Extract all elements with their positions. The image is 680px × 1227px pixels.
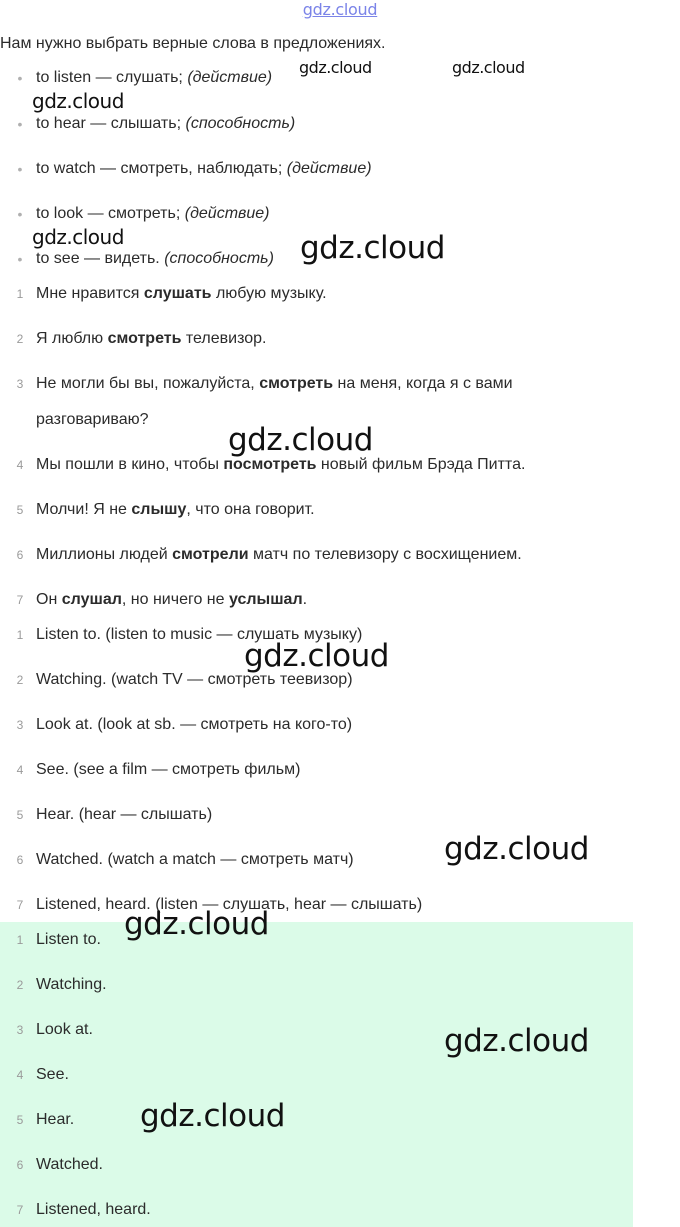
vocab-note: (действие): [187, 69, 273, 86]
item-number: 5: [16, 808, 24, 822]
item-number: 3: [16, 1023, 24, 1037]
answer-word: посмотреть: [223, 456, 317, 473]
watermark: gdz.cloud: [300, 230, 445, 266]
explanation-text: Hear. (hear — слышать): [36, 806, 213, 823]
answer-text: Look at.: [36, 1021, 93, 1038]
sentence-text: телевизор.: [181, 330, 267, 347]
item-number: 2: [16, 673, 24, 687]
item-number: 6: [16, 548, 24, 562]
sentence-text: , что она говорит.: [186, 501, 315, 518]
sentence-text: новый фильм Брэда Питта.: [316, 456, 526, 473]
explanation-text: Watched. (watch a match — смотреть матч): [36, 851, 354, 868]
item-number: 6: [16, 1158, 24, 1172]
sentence-text: Миллионы людей: [36, 546, 173, 563]
item-number: 1: [16, 287, 24, 301]
bullet-icon: •: [17, 116, 23, 132]
answer-word: смотреть: [107, 330, 182, 347]
item-number: 5: [16, 1113, 24, 1127]
item-number: 3: [16, 718, 24, 732]
vocab-text: to watch — смотреть, наблюдать;: [36, 160, 283, 177]
item-number: 3: [16, 377, 24, 391]
answer-text: Watched.: [36, 1156, 103, 1173]
site-header-link[interactable]: gdz.cloud: [302, 0, 378, 19]
explanation-text: Watching. (watch TV — смотреть теевизор): [36, 671, 353, 688]
vocab-text: to see — видеть.: [36, 250, 160, 267]
watermark: gdz.cloud: [244, 638, 389, 674]
sentence-text: на меня, когда я с вами: [333, 375, 513, 392]
item-number: 7: [16, 898, 24, 912]
vocab-text: to look — смотреть;: [36, 205, 181, 222]
item-number: 7: [16, 1203, 24, 1217]
vocab-note: (способность): [164, 250, 274, 267]
item-number: 2: [16, 978, 24, 992]
item-number: 2: [16, 332, 24, 346]
sentence-text: Мы пошли в кино, чтобы: [36, 456, 224, 473]
watermark: gdz.cloud: [32, 89, 124, 113]
bullet-icon: •: [17, 161, 23, 177]
answer-text: Listened, heard.: [36, 1201, 151, 1218]
watermark: gdz.cloud: [299, 58, 372, 77]
watermark: gdz.cloud: [140, 1098, 285, 1134]
item-number: 5: [16, 503, 24, 517]
vocab-note: (действие): [184, 205, 270, 222]
explanation-text: Look at. (look at sb. — смотреть на кого-то): [36, 716, 353, 733]
item-number: 6: [16, 853, 24, 867]
watermark: gdz.cloud: [228, 422, 373, 458]
explanation-text: Listen to. (listen to music — слушать музыку): [36, 626, 363, 643]
item-number: 1: [16, 628, 24, 642]
answer-word: смотрели: [172, 546, 249, 563]
sentence-text: матч по телевизору с восхищением.: [248, 546, 522, 563]
intro-text: Нам нужно выбрать верные слова в предложениях.: [0, 35, 386, 52]
answer-word: смотреть: [259, 375, 334, 392]
vocab-note: (действие): [286, 160, 372, 177]
vocab-text: to hear — слышать;: [36, 115, 182, 132]
answer-word: слушать: [143, 285, 212, 302]
sentence-text: Мне нравится: [36, 285, 144, 302]
watermark: gdz.cloud: [124, 906, 269, 942]
answer-word: слушал: [61, 591, 122, 608]
sentence-text: Я люблю: [36, 330, 108, 347]
item-number: 1: [16, 933, 24, 947]
sentence-text: Молчи! Я не: [36, 501, 132, 518]
item-number: 4: [16, 763, 24, 777]
bullet-icon: •: [17, 251, 23, 267]
answer-text: See.: [36, 1066, 69, 1083]
answers-panel: [0, 922, 633, 1227]
watermark: gdz.cloud: [444, 1023, 589, 1059]
sentence-text: , но ничего не: [121, 591, 229, 608]
watermark: gdz.cloud: [452, 58, 525, 77]
vocab-note: (способность): [185, 115, 296, 132]
sentence-text: .: [302, 591, 308, 608]
item-number: 4: [16, 1068, 24, 1082]
explanation-text: Listened, heard. (listen — слушать, hear — слышать): [36, 896, 423, 913]
sentence-text: Он: [36, 591, 62, 608]
item-number: 7: [16, 593, 24, 607]
explanation-text: See. (see a film — смотреть фильм): [36, 761, 301, 778]
bullet-icon: •: [17, 70, 23, 86]
watermark: gdz.cloud: [444, 831, 589, 867]
answer-text: Listen to.: [36, 931, 101, 948]
answer-text: Hear.: [36, 1111, 75, 1128]
bullet-icon: •: [17, 206, 23, 222]
answer-word: слышу: [131, 501, 187, 518]
answer-word: услышал: [228, 591, 303, 608]
sentence-text: разговариваю?: [36, 411, 149, 428]
watermark: gdz.cloud: [32, 225, 124, 249]
item-number: 4: [16, 458, 24, 472]
vocab-text: to listen — слушать;: [36, 69, 183, 86]
sentence-text: любую музыку.: [211, 285, 327, 302]
answer-text: Watching.: [36, 976, 107, 993]
sentence-text: Не могли бы вы, пожалуйста,: [36, 375, 260, 392]
